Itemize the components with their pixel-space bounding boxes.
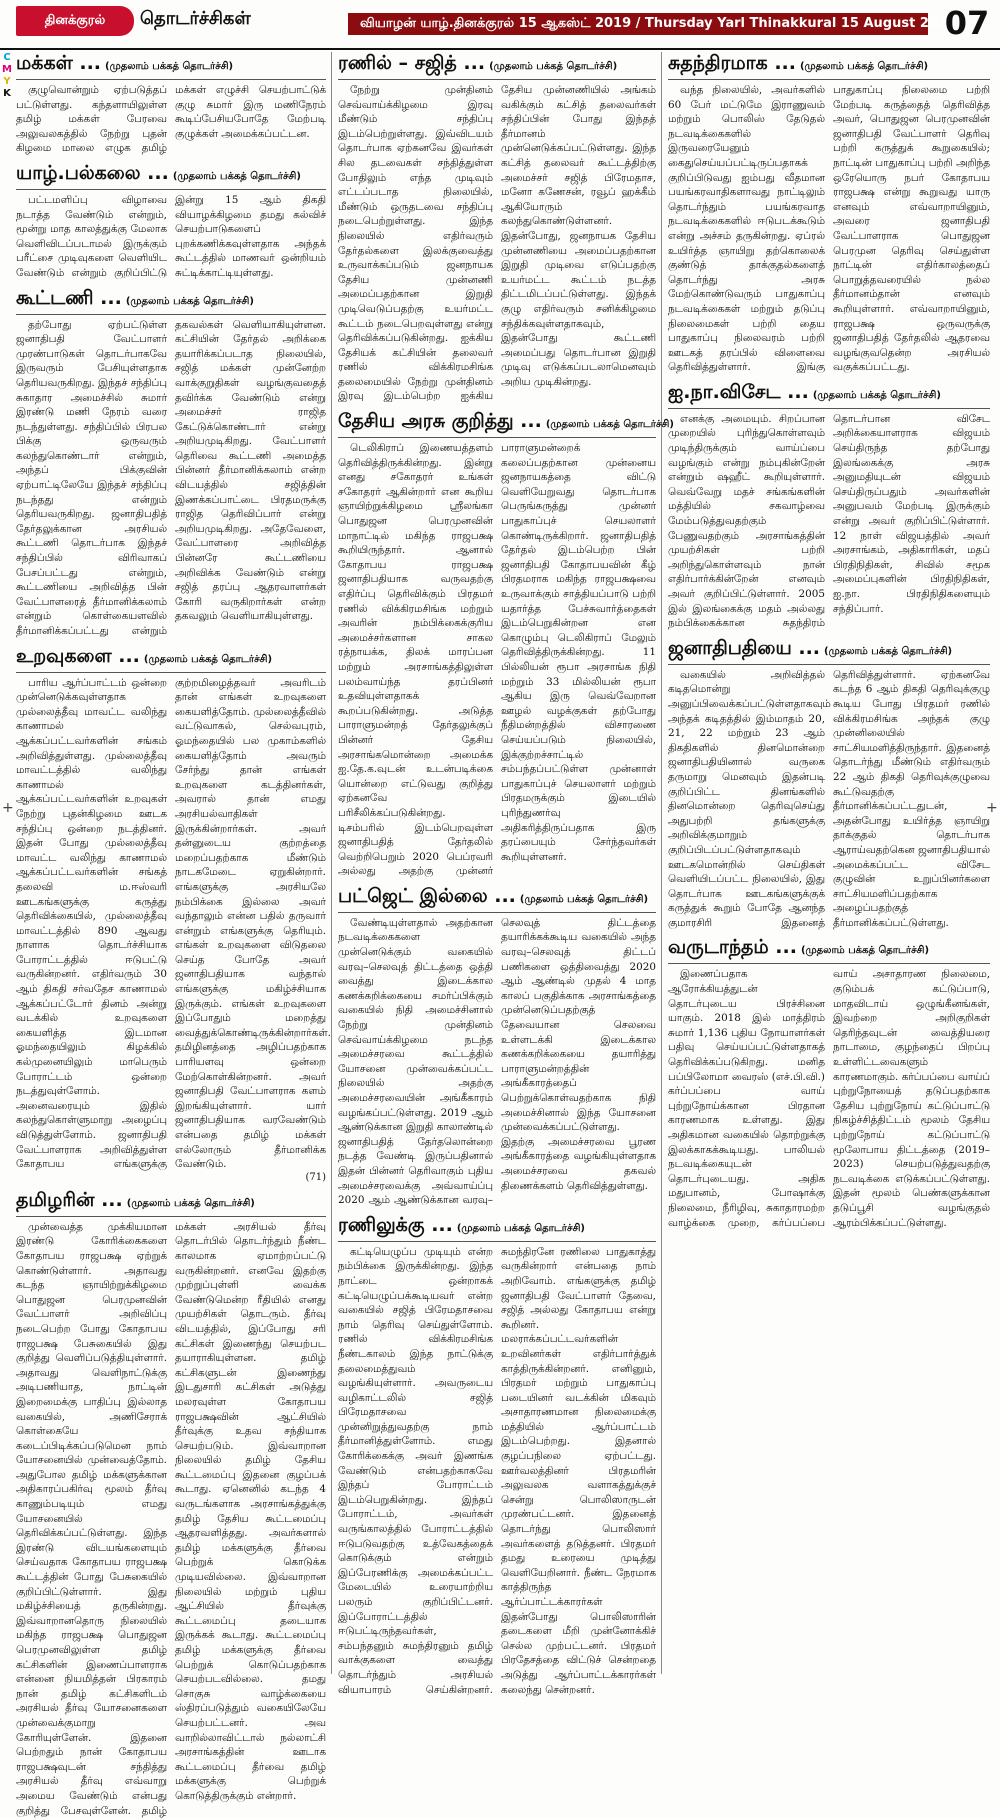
headline: ரணிலுக்கு ... [338, 1213, 453, 1236]
article-heading [16, 52, 326, 80]
article-body [16, 676, 331, 1172]
headline: தமிழரின் ... [16, 1188, 123, 1211]
continuation-label: (முதலாம் பக்கத் தொடர்ச்சி) [143, 653, 273, 665]
article-text: கட்டியெழுப்ப முடியும் என்ற நம்பிக்கை இருக்கின்றது. இந்த நாட்டை ஒன்றாகக் கட்டியெழுப்பக்கூடியவர் என்ற வகையில் சஜித் பிரேமதாசவை நாம் தெரிவு செய்துள்ளோம். ரணில் விக்கிரமசிங்க நீண்டகாலம் இந்த நாட்டுக்கு தலைமைத்துவம் வழங்கியுள்ளார். அவருடைய வழிகாட்டலில் சஜித் பிரேமதாசவை முன்னிறுத்துவதற்கு நாம் தீர்மானித்துள்ளோம். எமது கோரிக்கைக்கு அவர் இணங்க வேண்டும் என்பதற்காகவே இந்தப் போராட்டம் இடம்பெறுகின்றது. இந்தப் போராட்டம், அவர்கள் வருங்காலத்தில் போராட்டத்தில் ஈடுபடுவதற்கு உத்வேகத்தைக் கொடுக்கும் என்றும் இப்பேரணிக்கு அமைக்கப்பட்ட மேடையில் உரையாற்றிய பலரும் குறிப்பிட்டனர். இப்போராட்டத்தில் ஈடுபட்டிருந்தவர்கள், சம்பந்தனும் சுமந்திரனும் தமிழ் வாக்குகளை வைத்து தொடர்ந்தும் அரசியல் வியாபாரம் செய்கின்றனர். சுமந்திரனே ரணிலை பாதுகாத்து வருகின்றார் என்பதை நாம் அறிவோம். எங்களுக்கு தமிழ் ஜனாதிபதி வேட்பாளர் தேவை, சஜித் அல்லது கோதாபய என்று கூறினர். மலராக்கப்பட்டவர்களின் உறவினர்கள் எதிர்பார்த்துக் காத்திருக்கின்றனர். எனினும், பிரதமர் மற்றும் பாதுகாப்பு படையினர் வடக்கின் மிகவும் அசாதாரணமான நிலைமைக்கு மத்தியில் ஆர்ப்பாட்டம் இடம்பெற்றது. இதனால் குழப்பநிலை ஏற்பட்டது. ஊர்வலத்தினர் பிரதமரின் அலுவலக வளாகத்துக்குச் சென்று பொலிஸாருடன் முரண்பட்டனர். இதனைத் தொடர்ந்து பொலிஸார் அவர்களைத் தடுத்தனர். பிரதமர் தமது உரையை முடித்து வெளியேறினார். நீண்ட நேரமாக காத்திருந்த ஆர்ப்பாட்டக்காரர்கள் இதன்போது பொலிஸாரின் தடைகளை மீறி முன்னோக்கிச் செல்ல முற்பட்டனர். பிரதமர் பிரதேசத்தை விட்டுச் சென்றதை அடுத்து ஆர்ப்பாட்டக்காரர்கள் கலைந்து சென்றனர். [338, 1245, 656, 1696]
article-freely [668, 52, 990, 375]
article-heading [668, 936, 990, 964]
article-heading [338, 52, 656, 80]
section-title: தொடர்ச்சிகள் [140, 8, 251, 29]
article-alliance [16, 287, 326, 639]
article-code: (71) [305, 1171, 326, 1183]
continuation-label: (முதலாம் பக்கத் தொடர்ச்சி) [800, 945, 930, 957]
article-body [338, 83, 656, 404]
headline: யாழ்.பல்கலை ... [16, 161, 169, 184]
cmyk-y: Y [3, 76, 11, 87]
article-heading [668, 381, 990, 409]
continuation-label: (முதலாம் பக்கத் தொடர்ச்சி) [172, 170, 301, 182]
newspaper-logo: தினக்குரல் [16, 6, 134, 36]
continuation-label: (முதலாம் பக்கத் தொடர்ச்சி) [824, 645, 953, 657]
continuation-label: (முதலாம் பக்கத் தொடர்ச்சி) [126, 1197, 255, 1209]
headline: கூட்டணி ... [16, 286, 122, 309]
article-body [16, 318, 326, 639]
article-text: தற்போது ஏற்பட்டுள்ள ஜனாதிபதி வேட்பாளர் முரண்பாடுகள் தொடர்பாகவே இருவரும் பேசியுள்ளதாக தெரியவருகிறது. இந்தச் சந்திப்பு சுகாதார அமைச்சில் சுமார் இரண்டு மணி நேரம் வரை நடந்துள்ளது. சந்திப்பில் பிரபல பிக்கு ஒருவரும் கலந்துகொண்டார் என்றும், அந்தப் பிக்குவின் ஏற்பாட்டிலேயே இந்தச் சந்திப்பு நடந்தது என்றும் தெரியவருகிறது. ஜனாதிபதித் தேர்தலுக்கான அரசியல் கூட்டணி தொடர்பாக இந்தச் சந்திப்பில் விரிவாகப் பேசப்பட்டது என்றும், கூட்டணியை அறிவித்த பின் வேட்பாளரைத் தீர்மானிக்கலாம் என்றும் கொள்கையளவில் தீர்மானிக்கப்பட்டது என்றும் தகவல்கள் வெளியாகியுள்ளன. கட்சியின் தேர்தல் அறிக்கை தயாரிக்கப்படாத நிலையில், சஜித் மக்கள் முன்னேற்ற வாக்குறுதிகள் வழங்குவதைத் தவிர்க்க வேண்டும் என்று அமைச்சர் ராஜித கேட்டுக்கொண்டார் என்று அறியமுடிகிறது. வேட்பாளர் தெரிவை கூட்டணி அமைத்த பின்னர் தீர்மானிக்கலாம் என்ற விடயத்தில் சஜித்தின் இணக்கப்பாட்டை பிரதமருக்கு ராஜித தெரிவிப்பார் என்று அறியமுடிகிறது. அதேவேளை, வேட்பாளரை அறிவித்த பின்னரே கூட்டணியை அறிவிக்க வேண்டும் என்று சஜித் தரப்பு ஆதரவாளர்கள் கோரி வருகிறார்கள் என்ற தகவலும் வெளியாகியுள்ளது. [16, 318, 326, 637]
continuation-label: (முதலாம் பக்கத் தொடர்ச்சி) [105, 61, 234, 72]
continuation-label: (முதலாம் பக்கத் தொடர்ச்சி) [125, 295, 254, 307]
article-annually [668, 936, 990, 1230]
page-number: 07 [944, 4, 990, 42]
article-to-ranil [338, 1214, 656, 1697]
article-president [668, 637, 990, 931]
column-rule [331, 52, 332, 1674]
registration-mark-icon: + [986, 800, 998, 816]
article-text: பட்டமளிப்பு விழாவை நடாத்த வேண்டும் என்றும், மூன்று மாத காலத்துக்கு மேலாக வெளிவிடப்படாமல் இருக்கும் பரீட்சை முடிவுகளை வெளியிட வேண்டும் என்றும் குறிப்பிட்டு இன்று 15 ஆம் திகதி வியாழக்கிழமை தமது கல்விச் செயற்பாடுகளைப் புறக்கணிக்கவுள்ளதாக அந்தக் கூட்டத்தில் மாணவர் ஒன்றியம் சுட்டிக்காட்டியுள்ளது. [16, 193, 326, 279]
article-ranil-sajith [338, 52, 656, 404]
continuation-label: (முதலாம் பக்கத் தொடர்ச்சி) [545, 419, 674, 431]
continuation-label: (முதலாம் பக்கத் தொடர்ச்சி) [812, 389, 941, 401]
continuation-label: (முதலாம் பக்கத் தொடர்ச்சி) [456, 1222, 585, 1234]
article-body [668, 83, 990, 375]
article-body [16, 83, 326, 156]
article-text: இணைப்பதாக ஆரோக்கியத்துடன் தொடர்புடைய பிரச்சினை யாகும். 2018 இல் மாத்திரம் சுமார் 1,136 புதிய நோயாளர்கள் பதிவு செய்யப்பட்டுள்ளதாகத் தெரிவிக்கப்படுகிறது. மனித பப்பிலோமா வைரஸ் (எச்.பி.வி.) கர்ப்பப்பை வாய் புற்றுநோய்க்கான பிரதான காரணமாக உள்ளது. இது அதிகமான வகையில் தொற்றுக்கு இலக்காகக்கூடியது. பாலியல் நடவடிக்கையுடன் தொடர்புடையது. அதிக மதுபானம், போஷாக்கு நிலைமை, நீரிழிவு, சுகாதாரமற்ற வாழ்க்கை முறை, கர்ப்பப்பை வாய் அசாதாரண நிலைமை, குடும்பக் கட்டுப்பாடு, மாதவிடாய் ஒழுங்கீனங்கள், இவற்றை அறிகுறிகள் தெரிந்தவுடன் வைத்தியரை நாடாமை, குழந்தைப் பிறப்பு உள்ளிட்டவைகளும் காரணமாகும். கர்ப்பப்பை வாய்ப் புற்றுநோயைத் தடுப்பதற்காக தேசிய புற்றுநோய் கட்டுப்பாட்டு நிகழ்ச்சித்திட்டம் மூலம் தேசிய புற்றுநோய் கட்டுப்பாட்டு மூலோபாய திட்டத்தை (2019–2023) செயற்படுத்துவதற்கு நடவடிக்கை எடுக்கப்பட்டுள்ளது. இதன் மூலம் பெண்களுக்கான தடுப்பூசி வழங்குதல் ஆரம்பிக்கப்பட்டுள்ளது. [668, 968, 990, 1229]
article-body [668, 668, 990, 931]
registration-mark-icon: + [2, 800, 14, 816]
article-text: குழுவொன்றும் ஏற்படுத்தப் பட்டுள்ளது. கந்தளாயிலுள்ள தமிழ் மக்கள் பேரவை அலுவலகத்தில் நேற்று புதன் கிழமை மாலை எழுக தமிழ் மக்கள் எழுச்சி செயற்பாட்டுக் குழு சுமார் இரு மணிநேரம் கூடிப்பேசியபோதே மேற்படி குழுக்கள் அமைக்கப்பட்டன. [16, 84, 326, 155]
article-national-govt [338, 410, 674, 879]
article-text: வந்த நிலையில், அவர்களில் 60 பேர் மட்டுமே இராணுவம் மற்றும் பொலிஸ் தேடுதல் நடவடிக்கைகளில் இருவரையேனும் கைதுசெய்யப்பட்டிருப்பதாகக் குறிப்பிடுவது ஐம்பது வீதமான பயங்கரவாதிகளாவது நாட்டிலும் தொடர்ந்தும் பயங்கரவாத நடவடிக்கைகளில் ஈடுபடக்கூடும் என்று அச்சம் தருகின்றது. ஏப்ரல் உயிர்த்த ஞாயிறு தற்கொலைக் குண்டுத் தாக்குதல்களைத் தொடர்ந்து அரசு மேற்கொண்டுவரும் பாதுகாப்பு நடவடிக்கைகள் மற்றும் தடுப்பு நிலைமைகள் பற்றி தைய பாதுகாப்பு நிலைவரம் பற்றி ஊடகத் தரப்பில் விளைவை தெரிவித்துள்ளார். இங்கு பாதுகாப்பு நிலைமை பற்றி மேற்படி கருத்தைத் தெரிவித்த அவர், பொதுஜன பெரமுனவின் ஜனாதிபதி வேட்பாளர் தெரிவு பற்றி கருத்துக் கூறுகையில்; நாட்டின் பாதுகாப்பு பற்றி அறிந்த ஒரேயொரு நபர் கோதாபய ராஜபக்ஷ என்று கூறுவது யாரு எனவும் எவ்வாறாயினும், அவரை ஜனாதிபதி வேட்பாளராக பொதுஜன பெரமுன தெரிவு செய்துள்ள நாட்டின் எதிர்காலத்தைப் பொறுத்தவரையில் நல்ல தீர்மானம்தான் எனவும் கூறியுள்ளார். எவ்வாறாயினும், ராஜபக்ஷ ஒருவருக்கு ஜனாதிபதித் தேர்தலில் ஆதரவை வழங்குவதென்ற அரசியல் வகுக்கப்பட்டது. [668, 84, 990, 374]
cmyk-k: K [3, 88, 11, 99]
headline: மக்கள் ... [16, 52, 102, 74]
headline: உறவுகளை ... [16, 644, 140, 667]
article-text: எனக்கு அமையும். சிறப்பான முறையில் புரிந்துகொள்ளவும் முடிந்திருக்கும் வாய்ப்பை வழங்கும் என்று நம்புகின்றேன் என்றும் ஷஹீட் கூறியுள்ளார். வெவ்வேறு மதச் சங்கங்களின் மத்தியில் சகவாழ்வை மேம்படுத்துவதற்கும் பேணுவதற்கும் அரசாங்கத்தின் முயற்சிகள் பற்றி அறிந்துகொள்ளவும் நான் எதிர்பார்க்கின்றேன் எனவும் அவர் குறிப்பிட்டுள்ளார். 2005 இல் இலங்கைக்கு மதம் அல்லது நம்பிக்கைக்கான சுதந்திரம் தொடர்பான விசேட அறிக்கையாளராக விஜயம் செய்திருந்த தற்போது இலங்கைக்கு அரசு அனுமதியுடன் விஜயம் செய்திருப்பதும் அவர்களின் அனுபவம் மேற்படி இருக்கும் என்று அவர் குறிப்பிட்டுள்ளார். 12 நாள் விஜயத்தில் அவர் அரசாங்கம், அதிகாரிகள், மதப் பிரதிநிதிகள், சிவில் சமூக அமைப்புகளின் பிரதிநிதிகள், ஐ.நா. பிரதிநிதிகளையும் சந்திப்பார். [668, 412, 990, 630]
headline: ரணில் – சஜித் ... [338, 52, 486, 74]
article-body [338, 1245, 656, 1697]
continuation-label: (முதலாம் பக்கத் தொடர்ச்சி) [799, 61, 929, 72]
article-budget [338, 885, 656, 1208]
headline: தேசிய அரசு குறித்து ... [338, 410, 542, 433]
article-body [668, 412, 990, 631]
article-tamils [16, 1189, 326, 1818]
article-heading [16, 287, 326, 315]
article-relatives [16, 644, 331, 1183]
article-text: டெலிகிராப் இணையத்தளம் தெரிவித்திருக்கின்றது. இன்று எனது சகோதரர் உங்கள் சகோதரர் ஆகின்றார் என கூறிய ஞாயிற்றுக்கிழமை ஸ்ரீலங்கா பொதுஜன பெரமுனவின் மாநாட்டில் மகிந்த ராஜபக்ஷ கூறியிருந்தார். ஆனால் கோதாபய ராஜபக்ஷ ஜனாதிபதியாக வருவதற்கு எதிர்ப்பு தெரிவிக்கும் பிரதமர் ரணில் விக்கிரமசிங்க மற்றும் அவரின் நம்பிக்கைக்குரிய அமைச்சர்களான சாகல ரத்நாயக்க, திலக் மாரப்பன மற்றும் அரசாங்கத்திலுள்ள பலம்வாய்ந்த தரப்பினர் உதவியுள்ளதாகக் கூறப்படுகின்றது. அடுத்த பாராளுமன்றத் தேர்தலுக்குப் பின்னர் தேசிய அரசாங்கமொன்றை அமைக்க ஐ.தே.க.வுடன் உடன்படிக்கை யொன்றை எட்டுவது குறித்து ஏற்கனவே பரிசீலிக்கப்படுகின்றது. டிசம்பரில் இடம்பெறவுள்ள ஜனாதிபதித் தேர்தலில் வெற்றிபெறும் 2020 பெப்ரவரி அல்லது அதற்கு முன்னர் பாராளுமன்றைக் கலைப்பதற்கான முன்னைய ஜனநாயகத்தை விட்டு வெளியேறுவது தொடர்பாக பெருங்கருத்து முன்னர் பாதுகாப்புச் செயலாளர் கொண்டிருக்கிறார். ஜனாதிபதித் தேர்தல் இடம்பெற்ற பின் ஜனாதிபதி கோதாபயவின் கீழ் பிரதமராக மகிந்த ராஜபக்ஷவை உருவாக்கும் சாத்தியப்பாடு பற்றி யதார்த்த பேச்சுவார்த்தைகள் இடம்பெறுகின்றன என கொழும்பு டெலிகிராப் மேலும் தெரிவித்திருக்கின்றது. 11 பில்லியன் ரூபா அரசாங்க நிதி மற்றும் 33 மில்லியன் ரூபா ஆகிய இரு வெவ்வேறான ஊழல் வழக்குகள் தற்போது நீதிமன்றத்தில் விசாரணை செய்யப்படும் நிலையில், இக்குற்றச்சாட்டில் சம்பந்தப்பட்டுள்ள முன்னாள் பாதுகாப்புச் செயலாளர் மற்றும் பிரதமருக்கும் இடையில் புரிந்துணர்வு அதிகரித்திருப்பதாக இரு தரப்பையும் சேர்ந்தவர்கள் கூறியுள்ளனர். [338, 442, 656, 878]
article-heading [338, 410, 674, 438]
article-heading [16, 1189, 326, 1217]
article-body [668, 967, 990, 1230]
column-1 [16, 52, 331, 1817]
article-heading [16, 162, 326, 190]
headline: சுதந்திரமாக ... [668, 52, 796, 74]
column-3 [668, 52, 990, 1674]
article-text: வகையில் அறிவித்தல் கடிதமொன்று அனுப்பிவைக்கப்பட்டுள்ளதாகவும் அந்தக் கடிதத்தில் இம்மாதம் 20, 21, 22 மற்றும் 23 ஆம் திகதிகளில் தினமொன்றை ஜனாதிபதியினால் வருகை தருமாறு மெனவும் இதன்படி குறிப்பிட்ட தினங்களில் தினமொன்றை தெரிவுசெய்து அதுபற்றி தங்களுக்கு அறிவிக்குமாறும் குறிப்பிடப்பட்டுள்ளதாகவும் ஊடகமொன்றில் செய்திகள் வெளியிடப்பட்ட நிலையில், இது தொடர்பாக ஊடகங்களுக்குக் கருத்துக் கூறும் போதே ஆனந்த குமாரசிரி இதனைத் தெரிவித்துள்ளார். ஏற்கனவே கடந்த 6 ஆம் திகதி தெரிவுக்குழு கூடிய போது பிரதமர் ரணில் விக்கிரமசிங்க அந்தக் குழு முன்னிலையில் சாட்சியமளித்திருந்தார். இதனைத் தொடர்ந்து மீண்டும் எதிர்வரும் 22 ஆம் திகதி தெரிவுக்குழுவை கூட்டுவதற்கு தீர்மானிக்கப்பட்டதுடன், அதன்போது உயிர்த்த ஞாயிறு தாக்குதல் தொடர்பாக ஆராய்வதற்கென ஜனாதிபதியால் அமைக்கப்பட்ட விசேட குழுவின் உறுப்பினர்களை சாட்சியமளிப்பதற்காக அழைப்பதற்குத் தீர்மானிக்கப்பட்டுள்ளது. [668, 668, 990, 929]
column-2 [338, 52, 674, 1696]
cmyk-c: C [3, 52, 11, 63]
article-body [16, 1220, 326, 1818]
article-heading [668, 52, 990, 80]
article-text: முன்வைத்த முக்கியமான இரண்டு கோரிக்கைகளை கோதாபய ராஜபக்ஷ ஏற்றுக் கொண்டுள்ளார். அதாவது கடந்த ஞாயிற்றுக்கிழமை பொதுஜன பெரமுனவின் வேட்பாளர் அறிவிப்பு நடைபெற்ற போது கோதாபய ராஜபக்ஷ பேசுகையில் இது குறித்து வெளிப்படுத்தியுள்ளார். அதாவது வெளிநாட்டுக்கு அடிபணியாத, நாட்டின் இறைமைக்கு பாதிப்பு இல்லாத வகையில், அணிசேராக் கொள்கையே கடைப்பிடிக்கப்படுமென நாம் யோசனையில் முன்வைத்தோம். அதுபோல தமிழ் மக்களுக்கான அதிகாரப்பகிர்வு மூலம் தீர்வு காணும்படியும் எமது யோசனையில் தெரிவிக்கப்பட்டுள்ளது. இந்த இரண்டு விடயங்களையும் செய்வதாக கோதாபய ராஜபக்ஷ கூட்டத்தின் போது பேசுகையில் குறிப்பிட்டுள்ளார். இது மகிழ்ச்சியைத் தருகின்றது. இவ்வாறானதொரு நிலையில் மகிந்த ராஜபக்ஷ பொதுஜன பெரமுனவிலுள்ள தமிழ் கட்சிகளின் இணைப்பாளராக என்னை நியமித்தன் பிரகாரம் நான் தமிழ் கட்சிகளிடம் அரசியல் தீர்வு யோசனைகளை முன்வைக்குமாறு கோரியுள்ளேன். இதனை பெற்றதும் நான் கோதாபய ராஜபக்ஷவுடன் சந்தித்து அரசியல் தீர்வு எவ்வாறு அமைய வேண்டும் என்பது குறித்து பேசவுள்ளேன். தமிழ் மக்கள் அரசியல் தீர்வு தொடர்பில் தொடர்ந்தும் நீண்ட காலமாக ஏமாற்றப்பட்டு வருகின்றனர். எனவே இதற்கு முற்றுப்புள்ளி வைக்க வேண்டுமென்ற ரீதியில் எனது முயற்சிகள் தொடரும். தீர்வு விடயத்தில், இப்போது சரி கட்சிகள் இணைந்து செயற்பட தயாராகியுள்ளன. தமிழ் கட்சிகளுடன் இணைந்து இடதுசாரி கட்சிகள் அடுத்து மலரவுள்ள கோதாபய ராஜபக்ஷவின் ஆட்சியில் தீர்வுக்கு உதவ சந்தியாக செயற்படும். இவ்வாறான நிலையில் தமிழ் தேசிய கூட்டமைப்பு இதனை குழப்பக் கூடாது. ஏனெனில் கடந்த 4 வருடங்களாக அரசாங்கத்துக்கு தமிழ் தேசிய கூட்டமைப்பு ஆதரவளித்தது. அவர்களால் தமிழ் மக்களுக்கு தீர்வை பெற்றுக் கொடுக்க முடியவில்லை. இவ்வாறான நிலையில் மற்றும் புதிய ஆட்சியில் தீர்வுக்கு கூட்டமைப்பு தடையாக இருக்கக் கூடாது. கூட்டமைப்பு தமிழ் மக்களுக்கு தீர்வை பெற்றுக் கொடுப்பதற்காக செயற்படவில்லை. தமது சொகுசு வாழ்க்கையை ஸ்திரப்படுத்தும் வகையிலேயே செயற்பட்டனர். அவ வாறில்லாவிட்டால் நல்லாட்சி அரசாங்கத்தின் ஊடாக கூட்டமைப்பு தீர்வை தமிழ் மக்களுக்கு பெற்றுக் கொடுத்திருக்கும் என்றார். [16, 1220, 326, 1817]
article-body [338, 916, 656, 1208]
headline: வருடாந்தம் ... [668, 936, 797, 959]
article-heading [16, 645, 326, 673]
article-university [16, 162, 326, 281]
article-un-special [668, 381, 990, 631]
article-text: வேண்டியுள்ளதால் அதற்கான நடவடிக்கைகளை முன்னெடுக்கும் வகையில் வரவு–செலவுத் திட்டத்தை ஒத்தி வைத்து இடைக்கால கணக்கறிக்கையை சமர்ப்பிக்கும் வகையில் நிதி அமைச்சினால் நேற்று முன்தினம் செவ்வாய்க்கிழமை நடந்த அமைச்சரவை கூட்டத்தில் யோசனை முன்வைக்கப்பட்ட நிலையில் அதற்கு அமைச்சரவையின் அங்கீகாரம் வழங்கப்பட்டுள்ளது. 2019 ஆம் ஆண்டுக்கான இறுதி காலாண்டில் ஜனாதிபதித் தேர்தலொன்றை நடத்த வேண்டி இருப்பதினால் இதன் பின்னர் தெரிவாகும் புதிய அமைச்சரவைக்கு அவ்வாய்ப்பு 2020 ஆம் ஆண்டுக்கான வரவு–செலவுத் திட்டத்தை தயாரிக்கக்கூடிய வகையில் அந்த வரவு–செலவுத் திட்டப் பணிகளை ஒத்திவைத்து 2020 ஆம் ஆண்டில் முதல் 4 மாத காலப் பகுதிக்காக அரசாங்கத்தை முன்னெடுப்பதற்குத் தேவையான செலவை உள்ளடக்கி இடைக்கால கணக்கறிக்கையை தயாரித்து பாராளுமன்றத்தின் அங்கீகாரத்தைப் பெற்றுக்கொள்வதற்காக நிதி அமைச்சினால் இந்த யோசனை முன்வைக்கப்பட்டுள்ளது. இதற்கு அமைச்சரவை பூரண அங்கீகாரத்தை வழங்கியுள்ளதாக அமைச்சரவை தகவல் திணைக்களம் தெரிவித்துள்ளது. [338, 916, 656, 1207]
article-heading [338, 885, 656, 913]
masthead [0, 0, 1000, 50]
column-rule [661, 52, 662, 1674]
headline: ஐ.நா.விசேட ... [668, 380, 809, 403]
article-text: நேற்று முன்தினம் செவ்வாய்க்கிழமை இரவு மீண்டும் சந்திப்பு இடம்பெற்றுள்ளது. இவ்விடயம் தொடர்பாக ஏற்கனவே இவர்கள் சில தடவைகள் சந்தித்துள்ள போதிலும் எந்த முடிவும் எட்டப்படாத நிலையில், மீண்டும் ஒருதடவை சந்திப்பு நடைபெற்றுள்ளது. இந்த நிலையில் எதிர்வரும் தேர்தல்களை இலக்குவைத்து உருவாக்கப்படும் ஜனநாயக தேசிய முன்னணி அமைப்பதற்கான இறுதி முடிவெடுப்பதற்கு உயர்மட்ட கூட்டம் நடைபெறவுள்ளது என்று தெரிவிக்கப்படுகின்றது. ஐக்கிய தேசியக் கட்சியின் தலைவர் ரணில் விக்கிரமசிங்க தலைமையில் நேற்று முன்தினம் இரவு இடம்பெற்ற ஐக்கிய தேசிய முன்னணியில் அங்கம் வகிக்கும் கட்சித் தலைவர்கள் சந்திப்பின் போது இந்தத் தீர்மானம் முன்னெடுக்கப்பட்டுள்ளது. இந்த கட்சித் தலைவர் கூட்டத்திற்கு அமைச்சர் சஜித் பிரேமதாச, மனோ கணேசன், ரவூப் ஹக்கீம் ஆகியோரும் கலந்துகொண்டுள்ளனர். இதன்போது, ஜனநாயக தேசிய முன்னணியை அமைப்பதற்கான இறுதி முடிவை எடுப்பதற்கு உயர்மட்ட கூட்டம் நடத்த திட்டமிடப்பட்டுள்ளது. இந்தக் குழு எதிர்வரும் சனிக்கிழமை சந்திக்கவுள்ளதாகவும், இதன்போது கூட்டணி அமைப்பது தொடர்பான இறுதி முடிவு எடுக்கப்படலாமெனவும் அறிய முடிகின்றது. [338, 84, 656, 403]
headline: ஜனாதிபதியை ... [668, 636, 821, 659]
continuation-label: (முதலாம் பக்கத் தொடர்ச்சி) [519, 893, 649, 905]
article-heading [338, 1214, 656, 1242]
article-heading [668, 637, 990, 665]
article-body [16, 193, 326, 281]
article-makkal [16, 52, 326, 156]
dateline: வியாழன் யாழ்.தினக்குரல் 15 ஆகஸ்ட் 2019 / Thursday Yarl Thinakkural 15 August 2019 [348, 13, 928, 35]
continuation-label: (முதலாம் பக்கத் தொடர்ச்சி) [489, 61, 618, 72]
headline: பட்ஜெட் இல்லை ... [338, 884, 516, 907]
article-body [338, 441, 656, 879]
article-text: பாரிய ஆர்ப்பாட்டம் ஒன்றை முன்னெடுக்கவுள்ளதாக முல்லைத்தீவு மாவட்ட வலிந்து காணாமல் ஆக்கப்பட்டவர்களின் சங்கம் அறிவித்துள்ளது. முல்லைத்தீவு மாவட்டத்தில் வலிந்து காணாமல் ஆக்கப்பட்டவர்களின் உறவுகள் நேற்று புதன்கிழமை ஊடக சந்திப்பு ஒன்றை நடத்தினர். இதன் போது முல்லைத்தீவு மாவட்ட வலிந்து காணாமல் ஆக்கப்பட்டவர்களின் சங்கத் தலைவி ம.ஈஸ்வரி ஊடகங்களுக்கு கருத்து தெரிவிக்கையில், முல்லைத்தீவு மாவட்டத்தில் 890 ஆவது நாளாக தொடர்ச்சியாக போராட்டத்தில் ஈடுபட்டு வருகின்றனர். எதிர்வரும் 30 ஆம் திகதி சர்வதேச காணாமல் ஆக்கப்பட்டோர் தினம் அன்று வடக்கில் உறவுகளை கையளித்த இடமான ஓமந்தையிலும் கிழக்கில் கல்முனையிலும் மாபெரும் போராட்டம் ஒன்றை நடத்துவுள்ளோம். அனைவரையும் இதில் கலந்துகொள்ளுமாறு அழைப்பு விடுத்துள்ளோம். ஜனாதிபதி வேட்பாளராக அறிவித்துள்ள கோதாபய எங்களுக்கு குற்றமிழைத்தவர் அவரிடம் தான் எங்கள் உறவுகளை கையளித்தோம். முல்லைத்தீவில் வட்டுவாகல், செல்வபுரம், ஓமந்தையில் பல முகாம்களில் கையளித்தோம் அவரும் சேர்ந்து தான் எங்கள் உறவுகளை கடத்தினர்கள், அவரால் தான் எமது அரசியல்வாதிகள் இருக்கின்றார்கள். அவர் தன்னுடைய குற்றத்தை மறைப்பதற்காக மீண்டும் நாடகமேடை ஏறுகின்றார். எங்களுக்கு அரசியலே நம்பிக்கை இல்லை அவர் வந்தாலும் என்ன பதில் தருவார் என்றும் எங்களுக்கு தெரியும். எங்கள் உறவுகளை விடுதலை செய்த போதே அவர் ஜனாதிபதியாக வந்தால் எங்களுக்கு மகிழ்ச்சியாக இருக்கும். எங்கள் உறவுகளை இப்போதும் மறைத்து வைத்துக்கொண்டிருக்கின்றார்கள். தமிழினத்தை அழிப்பதற்காக பாரியளவு ஒன்றை மேற்கொள்கின்றனர். அவர் ஜனாதிபதி வேட்பாளராக களம் இறங்கியுள்ளார். யார் ஜனாதிபதியாக வரவேண்டும் என்பதை தமிழ் மக்கள் எல்லோரும் தீர்மானிக்க வேண்டும். [16, 676, 331, 1171]
cmyk-m: M [2, 64, 12, 75]
cmyk-registration-strip [0, 52, 14, 100]
